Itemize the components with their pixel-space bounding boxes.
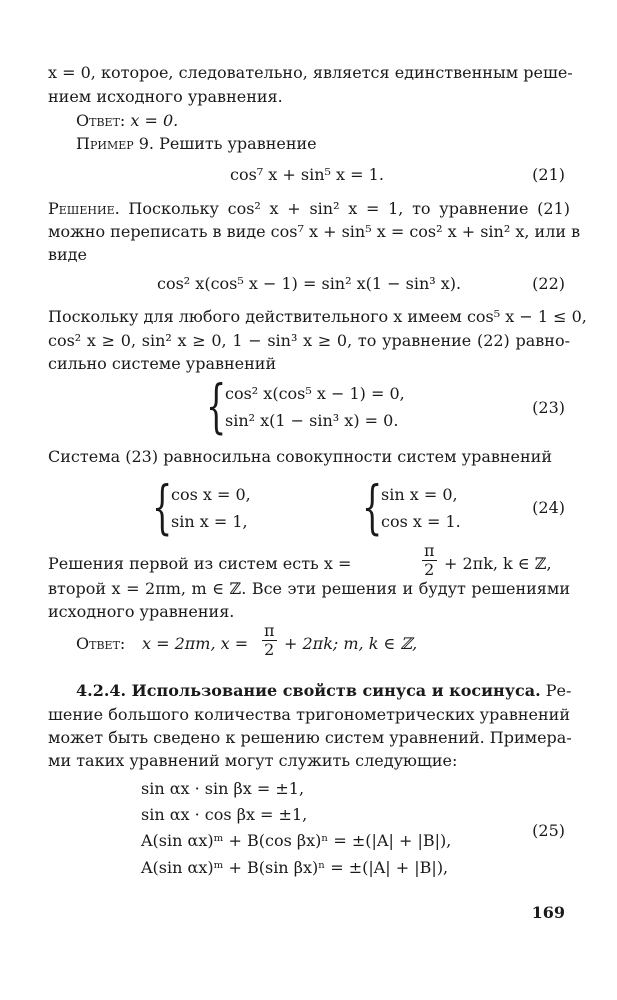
example-9-heading (76, 133, 317, 155)
system-24-row: cos x = 0, (171, 485, 251, 504)
fraction-pi-over-2 (262, 622, 277, 659)
text-line: виде (48, 245, 87, 264)
solution-label: Решение. (48, 199, 120, 218)
answer-label: Ответ: (76, 111, 126, 130)
equation-25-row: sin αx · cos βx = ±1, (141, 805, 308, 824)
left-brace: { (362, 473, 383, 541)
system-23-row: cos² x(cos⁵ x − 1) = 0, (225, 384, 405, 403)
text-line: второй x = 2πm, m ∈ ℤ. Все эти решения и будут решениями (48, 579, 570, 598)
answer-1 (76, 110, 178, 132)
equation-number: (23) (532, 398, 565, 417)
page-number: 169 (531, 903, 565, 922)
equation-number: (21) (532, 165, 565, 184)
equation-21: cos⁷ x + sin⁵ x = 1. (230, 165, 384, 184)
equation-25-row: A(sin αx)ᵐ + B(cos βx)ⁿ = ±(|A| + |B|), (141, 831, 452, 850)
system-24-row: sin x = 0, (381, 485, 458, 504)
answer-2 (76, 622, 496, 662)
text-line: Поскольку для любого действительного x имеем cos⁵ x − 1 ≤ 0, (48, 307, 587, 326)
text-line: исходного уравнения. (48, 602, 235, 621)
system-23-row: sin² x(1 − sin³ x) = 0. (225, 411, 399, 430)
fraction-numerator: π (264, 621, 275, 640)
fraction-numerator: π (424, 541, 435, 560)
text-line: может быть сведено к решению систем уравнений. Примера- (48, 728, 572, 747)
equation-number: (25) (532, 821, 565, 840)
system-24-row: cos x = 1. (381, 512, 461, 531)
text-line: нием исходного уравнения. (48, 87, 283, 106)
result-line-1 (48, 542, 570, 582)
system-24-row: sin x = 1, (171, 512, 248, 531)
left-brace: { (152, 473, 173, 541)
equation-number: (24) (532, 498, 565, 517)
text-line: сильно системе уравнений (48, 354, 277, 373)
equation-22: cos² x(cos⁵ x − 1) = sin² x(1 − sin³ x). (157, 274, 462, 293)
answer-value: x = 0. (130, 111, 179, 130)
text-line: шение большого количества тригонометрических уравнений (48, 705, 570, 724)
equation-25-row: A(sin αx)ᵐ + B(sin βx)ⁿ = ±(|A| + |B|), (141, 858, 449, 877)
fraction-pi-over-2 (422, 542, 437, 579)
section-heading-line (76, 680, 570, 702)
left-brace: { (206, 372, 227, 440)
solution-text: Поскольку cos² x + sin² x = 1, то уравнение (21) (128, 199, 570, 218)
text-line: cos² x ≥ 0, sin² x ≥ 0, 1 − sin³ x ≥ 0, то уравнение (22) равно- (48, 331, 570, 350)
result-text: + 2πk, k ∈ ℤ, (444, 554, 552, 573)
text-line: x = 0, которое, следовательно, является единственным реше- (48, 63, 573, 82)
result-text: Решения первой из систем есть x = (48, 554, 352, 573)
text-line: можно переписать в виде cos⁷ x + sin⁵ x = cos² x + sin² x, или в (48, 222, 581, 241)
section-text: Ре- (545, 681, 572, 700)
solution-line (48, 198, 570, 220)
example-label: Пример 9. (76, 134, 154, 153)
example-text: Решить уравнение (159, 134, 317, 153)
text-line: Система (23) равносильна совокупности систем уравнений (48, 447, 552, 466)
equation-25-row: sin αx · sin βx = ±1, (141, 779, 305, 798)
fraction-denominator: 2 (424, 560, 435, 579)
answer-value: + 2πk; m, k ∈ ℤ, (284, 634, 418, 653)
fraction-denominator: 2 (264, 640, 275, 659)
section-title: 4.2.4. Использование свойств синуса и косинуса. (76, 681, 541, 700)
answer-label: Ответ: (76, 634, 126, 653)
equation-number: (22) (532, 274, 565, 293)
text-line: ми таких уравнений могут служить следующие: (48, 751, 458, 770)
answer-value: x = 2πm, x = (142, 634, 249, 653)
